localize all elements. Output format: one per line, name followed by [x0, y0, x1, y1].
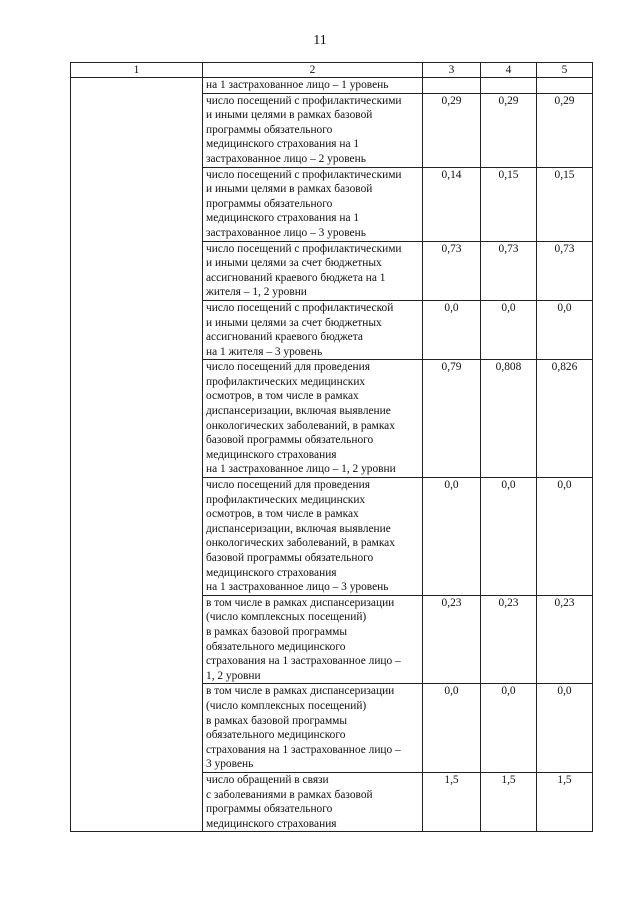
page-number: 11	[313, 33, 327, 48]
value-col-4: 0,29	[481, 93, 537, 167]
row-description: на 1 застрахованное лицо – 1 уровень	[203, 78, 423, 94]
indicators-table	[70, 62, 593, 832]
value-col-4: 0,0	[481, 684, 537, 773]
value-col-4: 0,23	[481, 595, 537, 684]
value-col-3: 0,0	[423, 684, 481, 773]
value-col-4: 0,808	[481, 360, 537, 478]
value-col-3: 0,23	[423, 595, 481, 684]
column-header-4: 4	[481, 63, 537, 78]
value-col-3: 1,5	[423, 772, 481, 831]
merged-category-cell	[71, 78, 203, 832]
value-col-5: 0,15	[537, 167, 593, 241]
row-description: число посещений с профилактическими и иными целями в рамках базовой программы обязательного медицинского страхования на 1 застрахованное лицо – 2 уровень	[203, 93, 423, 167]
value-col-5: 1,5	[537, 772, 593, 831]
value-col-5: 0,0	[537, 300, 593, 359]
column-header-3: 3	[423, 63, 481, 78]
value-col-5: 0,826	[537, 360, 593, 478]
value-col-3: 0,29	[423, 93, 481, 167]
value-col-4: 0,15	[481, 167, 537, 241]
value-col-4: 1,5	[481, 772, 537, 831]
value-col-4	[481, 78, 537, 94]
value-col-3: 0,79	[423, 360, 481, 478]
value-col-5: 0,0	[537, 478, 593, 596]
column-header-5: 5	[537, 63, 593, 78]
value-col-3: 0,0	[423, 478, 481, 596]
row-description: число посещений для проведения профилактических медицинских осмотров, в том числе в рамках диспансеризации, включая выявление онкологических заболеваний, в рамках базовой программы обязательного медицинского страхования на 1 застрахованное лицо – 1, 2 уровни	[203, 360, 423, 478]
value-col-5: 0,23	[537, 595, 593, 684]
row-description: число посещений для проведения профилактических медицинских осмотров, в том числе в рамках диспансеризации, включая выявление онкологических заболеваний, в рамках базовой программы обязательного медицинского страхования на 1 застрахованное лицо – 3 уровень	[203, 478, 423, 596]
row-description: число посещений с профилактическими и иными целями в рамках базовой программы обязательного медицинского страхования на 1 застрахованное лицо – 3 уровень	[203, 167, 423, 241]
value-col-3: 0,0	[423, 300, 481, 359]
column-header-1: 1	[71, 63, 203, 78]
row-description: число посещений с профилактической и иными целями за счет бюджетных ассигнований краевого бюджета на 1 жителя – 3 уровень	[203, 300, 423, 359]
value-col-4: 0,0	[481, 478, 537, 596]
value-col-3	[423, 78, 481, 94]
value-col-4: 0,73	[481, 241, 537, 300]
row-description: число обращений в связи с заболеваниями в рамках базовой программы обязательного медицинского страхования	[203, 772, 423, 831]
value-col-4: 0,0	[481, 300, 537, 359]
value-col-5: 0,29	[537, 93, 593, 167]
value-col-3: 0,73	[423, 241, 481, 300]
row-description: в том числе в рамках диспансеризации (число комплексных посещений) в рамках базовой программы обязательного медицинского страхования на 1 застрахованное лицо – 1, 2 уровни	[203, 595, 423, 684]
value-col-3: 0,14	[423, 167, 481, 241]
column-header-2: 2	[203, 63, 423, 78]
table-row	[71, 78, 593, 94]
value-col-5: 0,73	[537, 241, 593, 300]
value-col-5: 0,0	[537, 684, 593, 773]
row-description: в том числе в рамках диспансеризации (число комплексных посещений) в рамках базовой программы обязательного медицинского страхования на 1 застрахованное лицо – 3 уровень	[203, 684, 423, 773]
row-description: число посещений с профилактическими и иными целями за счет бюджетных ассигнований краевого бюджета на 1 жителя – 1, 2 уровни	[203, 241, 423, 300]
table-header-row	[71, 63, 593, 78]
value-col-5	[537, 78, 593, 94]
